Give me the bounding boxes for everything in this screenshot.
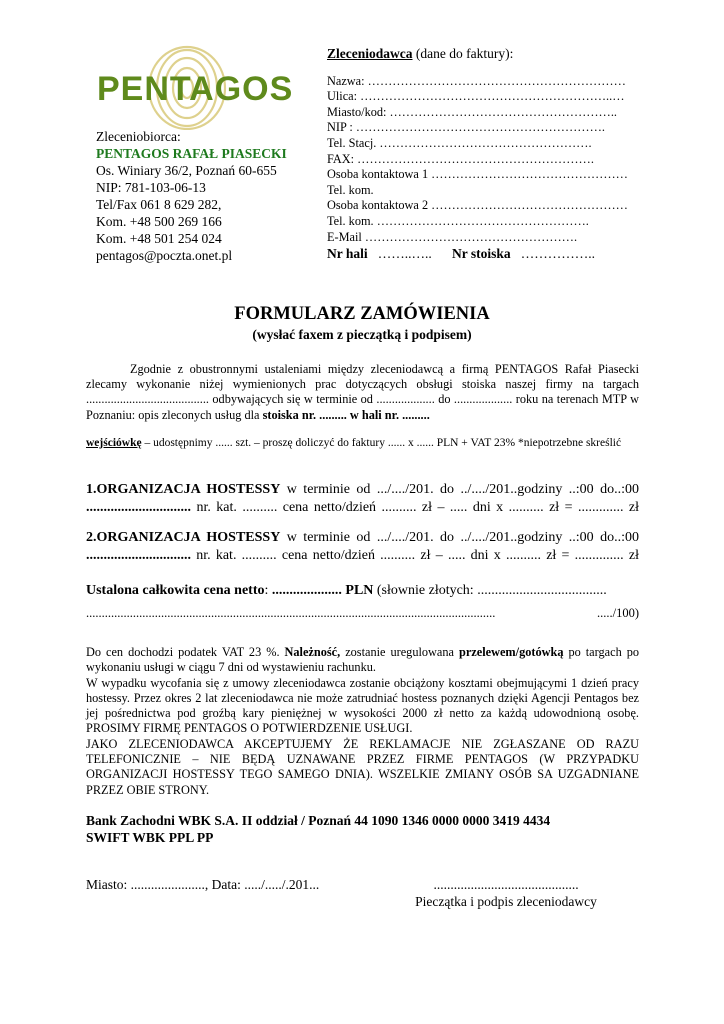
field-label: Miasto/kod: xyxy=(327,104,387,119)
field-label: Nazwa: xyxy=(327,73,365,88)
client-field-mobile-1[interactable] xyxy=(327,183,677,199)
hostess-2-line-1 xyxy=(86,529,639,547)
terms-payment xyxy=(86,645,639,676)
terms-settled: zostanie uregulowana xyxy=(340,645,459,659)
bank-details xyxy=(86,812,550,846)
client-field-fax[interactable] xyxy=(327,152,677,168)
field-label: Ulica: xyxy=(327,89,358,104)
field-label: Tel. Stacj. xyxy=(327,135,377,150)
client-heading xyxy=(327,46,677,62)
place-date-field[interactable]: Miasto: ......................, Data: ...../...../.201... xyxy=(86,877,320,892)
client-field-contact-2[interactable] xyxy=(327,198,677,214)
contractor-name: PENTAGOS RAFAŁ PIASECKI xyxy=(96,146,287,161)
client-heading-note: (dane do faktury): xyxy=(415,46,514,61)
signature-caption: Pieczątka i podpis zleceniodawcy xyxy=(415,894,597,909)
terms-complaints: JAKO ZLECENIODAWCA AKCEPTUJEMY ŻE REKLAMACJE NIE ZGŁASZANE OD RAZU TELEFONICZNIE – NIE BĘDĄ UZNAWANE PRZEZ FIRME PENTAGOS (W PRZYPADKU ORGANIZACJI HOSTESSY TEGO SAMEGO DNIA). WSZELKIE ZMIANY OSÓB SA UZGADNIANE PRZEZ OBIE STRONY. xyxy=(86,736,639,797)
contractor-mobile-1: Kom. +48 500 269 166 xyxy=(96,214,222,229)
client-field-contact-1[interactable] xyxy=(327,167,677,183)
hall-dots: ……..….. xyxy=(377,246,432,262)
terms-vat: Do cen dochodzi podatek VAT 23 %. xyxy=(86,645,285,659)
total-words: (słownie złotych: ..................................... xyxy=(373,583,607,598)
form-subtitle: (wysłać faxem z pieczątką i podpisem) xyxy=(252,327,472,342)
hostess-1-heading: 1.ORGANIZACJA HOSTESSY xyxy=(86,482,281,497)
total-dots: .................... xyxy=(271,583,342,598)
badges-word: wejściówkę xyxy=(86,437,142,449)
badges-text: – udostępnimy ...... szt. – proszę doliczyć do faktury ...... x ...... PLN + VAT 23% *niepotrzebne skreślić xyxy=(141,437,622,449)
client-field-mobile-2[interactable] xyxy=(327,214,677,230)
field-label: Tel. kom. xyxy=(327,213,374,228)
contractor-telfax: Tel/Fax 061 8 629 282, xyxy=(96,197,222,212)
hostess-order-2 xyxy=(86,529,639,565)
field-dots: ……………………………………………………… xyxy=(367,73,626,88)
contractor-block xyxy=(96,128,316,264)
client-field-name[interactable] xyxy=(327,74,677,90)
hostess-2-heading: 2.ORGANIZACJA HOSTESSY xyxy=(86,530,281,545)
total-line-2: ................................................................................................................................... ...../100) xyxy=(86,606,639,620)
field-label: Osoba kontaktowa 1 xyxy=(327,167,429,182)
field-label: FAX: xyxy=(327,151,355,166)
field-dots: ……………………………………………. xyxy=(376,135,592,150)
client-field-street[interactable] xyxy=(327,89,677,105)
client-field-email[interactable] xyxy=(327,230,677,246)
hostess-1-pricing: nr. kat. .......... cena netto/dzień .......... zł – ..... dni x .......... zł = ............. zł xyxy=(191,500,639,515)
total-label: Ustalona całkowita cena netto xyxy=(86,583,265,598)
hostess-1-dots: .............................. xyxy=(86,500,191,515)
field-dots: ……………………………………………. xyxy=(361,229,578,244)
field-label: Tel. kom. xyxy=(327,182,374,197)
field-dots: ……………………………………………….. xyxy=(386,104,618,119)
client-field-nip[interactable] xyxy=(327,120,677,136)
client-field-phone[interactable] xyxy=(327,136,677,152)
hostess-2-dots: .............................. xyxy=(86,548,191,563)
hall-label: Nr hali xyxy=(327,246,368,262)
badges-paragraph xyxy=(86,436,639,451)
contractor-email: pentagos@poczta.onet.pl xyxy=(96,248,233,263)
client-block xyxy=(327,46,677,262)
total-pln: PLN xyxy=(341,583,374,598)
stand-label: Nr stoiska xyxy=(452,246,511,262)
contractor-label: Zleceniobiorca: xyxy=(96,129,181,144)
form-title: FORMULARZ ZAMÓWIENIA xyxy=(234,304,490,324)
client-hall-stand[interactable] xyxy=(327,246,677,262)
client-heading-title: Zleceniodawca xyxy=(327,46,413,61)
total-colon: : xyxy=(264,583,272,598)
client-field-city[interactable] xyxy=(327,105,677,121)
hostess-1-dates: w terminie od .../..../201. do ../..../201..godziny ..:00 do..:00 xyxy=(280,482,640,497)
field-dots: …………………………………………………. xyxy=(354,151,594,166)
field-dots: ……………………………………………. xyxy=(373,213,589,228)
logo-wordmark: PENTAGOS xyxy=(97,70,294,108)
terms-method: przelewem/gotówką xyxy=(458,645,564,659)
bank-account: Bank Zachodni WBK S.A. II oddział / Poznań 44 1090 1346 0000 0000 3419 4434 xyxy=(86,813,551,828)
hostess-2-line-2 xyxy=(86,547,639,565)
hostess-order-1 xyxy=(86,481,639,517)
total-price xyxy=(86,580,639,624)
field-dots: ……………………………………………………. xyxy=(352,120,605,135)
total-line-1 xyxy=(86,580,639,602)
contractor-address: Os. Winiary 36/2, Poznań 60-655 xyxy=(96,163,277,178)
intro-paragraph xyxy=(86,362,639,423)
field-label: NIP : xyxy=(327,120,353,135)
bank-swift: SWIFT WBK PPL PP xyxy=(86,830,214,845)
contractor-mobile-2: Kom. +48 501 254 024 xyxy=(96,231,222,246)
signature-dots: ........................................... xyxy=(433,877,579,892)
intro-text: Zgodnie z obustronnymi ustaleniami między zleceniodawcą a firmą PENTAGOS Rafał Piasecki zlecamy wykonanie niżej wymienionych prac dotyczących obsługi stoiska naszej firmy na targach ........................................ odbywających się w terminie od ................... do ................... roku na terenach MTP w Poznaniu: opis zleconych usług dla xyxy=(86,362,639,422)
terms-after: po targach po wykonaniu usługi w ciągu 7 dni od wystawieniu rachunku. xyxy=(86,645,640,675)
hostess-1-line-2 xyxy=(86,499,639,517)
field-dots: ……………………………………………………..… xyxy=(357,89,625,104)
field-dots: ………………………………………… xyxy=(428,167,628,182)
terms-amount-word: Należność, xyxy=(284,645,341,659)
hostess-1-line-1 xyxy=(86,481,639,499)
contractor-nip: NIP: 781-103-06-13 xyxy=(96,180,206,195)
intro-stand-hall: stoiska nr. ......... w hali nr. ......... xyxy=(262,407,430,422)
field-label: Osoba kontaktowa 2 xyxy=(327,198,429,213)
signature-field[interactable] xyxy=(406,876,606,910)
stand-dots: …………….. xyxy=(520,246,596,262)
field-label: E-Mail xyxy=(327,229,362,244)
signature-row xyxy=(86,876,646,909)
hostess-2-pricing: nr. kat. .......... cena netto/dzień .......... zł – ..... dni x .......... zł = .............. zł xyxy=(191,548,639,563)
terms-paragraph xyxy=(86,645,639,798)
terms-cancellation: W wypadku wycofania się z umowy zleceniodawca zostanie obciążony kosztami obejmującymi 1 dzień pracy hostessy. Przez okres 2 lat zleceniodawca nie może zatrudniać hostess poznanych dzięki Agencji Pentagos bez jej pośrednictwa pod groźbą kary pieniężnej w wysokości 2000 zł netto za każdą udowodnioną osobę. PROSIMY FIRMĘ PENTAGOS O POTWIERDZENIE USŁUGI. xyxy=(86,675,639,736)
field-dots: ………………………………………… xyxy=(428,198,628,213)
hostess-2-dates: w terminie od .../..../201. do ../..../201..godziny ..:00 do..:00 xyxy=(280,530,640,545)
